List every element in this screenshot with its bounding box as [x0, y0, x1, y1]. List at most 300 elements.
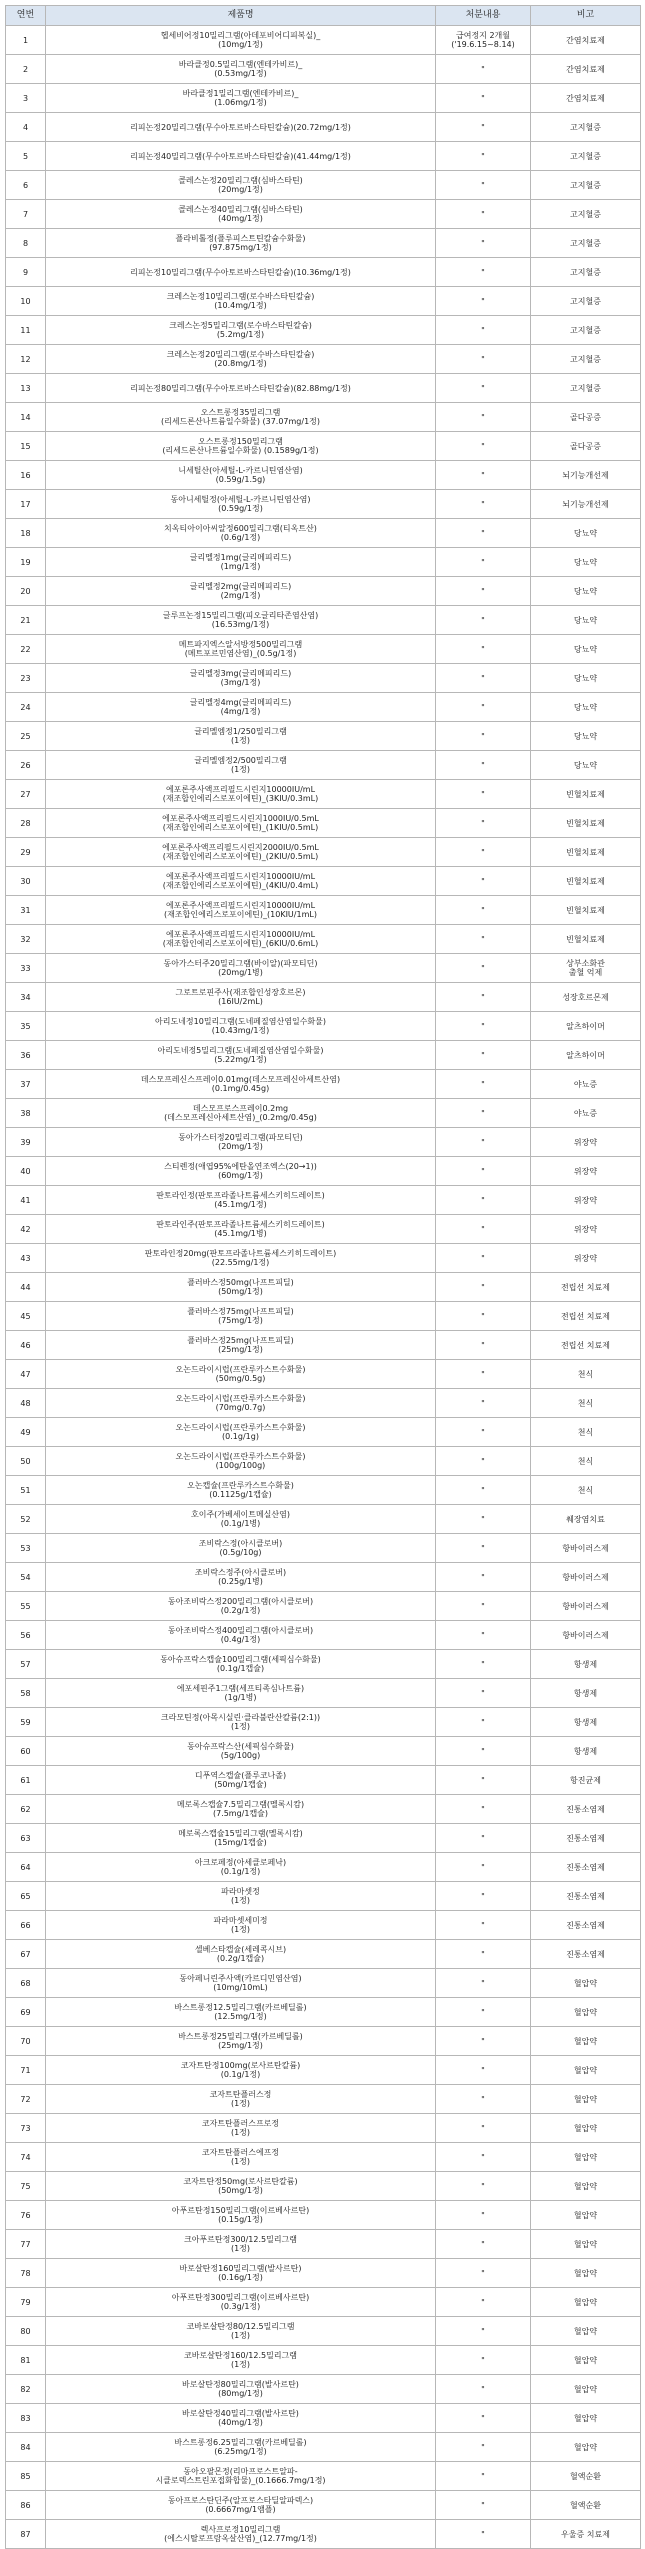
row-note: 우울증 치료제	[531, 2520, 641, 2549]
row-no: 37	[6, 1070, 46, 1099]
row-note: 혈압약	[531, 2085, 641, 2114]
row-action: "	[436, 1273, 531, 1302]
row-product: 동아조비락스정200밀리그램(아시클로버) (0.2g/1정)	[46, 1592, 436, 1621]
row-product: 글리멜정1mg(글리메피리드) (1mg/1정)	[46, 548, 436, 577]
row-product: 니세틸산(아세틸-L-카르니틴염산염) (0.59g/1.5g)	[46, 461, 436, 490]
row-no: 83	[6, 2404, 46, 2433]
row-action: "	[436, 2491, 531, 2520]
table-row	[6, 55, 641, 84]
table-row	[6, 200, 641, 229]
row-product: 코자트탄플러스정 (1정)	[46, 2085, 436, 2114]
row-product: 아리도네정5밀리그램(도네페질염산염일수화물) (5.22mg/1정)	[46, 1041, 436, 1070]
table-row	[6, 1766, 641, 1795]
row-no: 26	[6, 751, 46, 780]
row-no: 49	[6, 1418, 46, 1447]
header-no: 연번	[6, 6, 46, 26]
row-no: 68	[6, 1969, 46, 1998]
row-product: 콜레스논정20밀리그램(심바스타틴) (20mg/1정)	[46, 171, 436, 200]
row-no: 61	[6, 1766, 46, 1795]
row-note: 항생제	[531, 1708, 641, 1737]
row-no: 53	[6, 1534, 46, 1563]
table-row	[6, 2027, 641, 2056]
row-action: "	[436, 432, 531, 461]
row-product: 코자트탄정100mg(로사르탄칼륨) (0.1g/1정)	[46, 2056, 436, 2085]
row-action: "	[436, 693, 531, 722]
row-product: 판토라인정20mg(판토프라졸나트륨세스키히드레이트) (22.55mg/1정)	[46, 1244, 436, 1273]
table-row	[6, 258, 641, 287]
row-action: "	[436, 1505, 531, 1534]
table-row	[6, 2346, 641, 2375]
row-action: "	[436, 1070, 531, 1099]
row-no: 3	[6, 84, 46, 113]
row-product: 오스트롱정35밀리그램 (리세드론산나트륨일수화물) (37.07mg/1정)	[46, 403, 436, 432]
row-no: 43	[6, 1244, 46, 1273]
row-product: 글리멜엠정1/250밀리그램 (1정)	[46, 722, 436, 751]
row-note: 혈압약	[531, 2259, 641, 2288]
row-note: 간염치료제	[531, 55, 641, 84]
row-product: 에포세핀주1그램(세프티족심나트륨) (1g/1병)	[46, 1679, 436, 1708]
row-action: "	[436, 2172, 531, 2201]
row-no: 2	[6, 55, 46, 84]
row-action: "	[436, 490, 531, 519]
row-no: 7	[6, 200, 46, 229]
table-row	[6, 548, 641, 577]
row-no: 34	[6, 983, 46, 1012]
row-action: "	[436, 374, 531, 403]
table-row	[6, 577, 641, 606]
row-no: 87	[6, 2520, 46, 2549]
row-action: "	[436, 780, 531, 809]
row-note: 혈압약	[531, 2346, 641, 2375]
row-product: 렉사프로정10밀리그램 (에스시탈로프람옥살산염)_(12.77mg/1정)	[46, 2520, 436, 2549]
row-action: "	[436, 1534, 531, 1563]
table-row	[6, 896, 641, 925]
row-product: 글루프논정15밀리그램(피오글리타존염산염) (16.53mg/1정)	[46, 606, 436, 635]
table-row	[6, 606, 641, 635]
row-action: "	[436, 1998, 531, 2027]
row-product: 메로록스캡슐7.5밀리그램(멜록시캄) (7.5mg/1캡슐)	[46, 1795, 436, 1824]
row-product: 크아푸르탄정300/12.5밀리그램 (1정)	[46, 2230, 436, 2259]
row-action: "	[436, 838, 531, 867]
row-no: 65	[6, 1882, 46, 1911]
table-row	[6, 983, 641, 1012]
row-action: "	[436, 2375, 531, 2404]
row-note: 혈압약	[531, 1998, 641, 2027]
row-note: 천식	[531, 1447, 641, 1476]
row-action: "	[436, 142, 531, 171]
row-no: 31	[6, 896, 46, 925]
row-no: 76	[6, 2201, 46, 2230]
row-action: "	[436, 1621, 531, 1650]
table-row	[6, 1244, 641, 1273]
row-action: "	[436, 1418, 531, 1447]
row-no: 84	[6, 2433, 46, 2462]
row-no: 78	[6, 2259, 46, 2288]
table-row	[6, 1099, 641, 1128]
row-product: 오논드라이시럽(프란루카스트수화물) (0.1g/1g)	[46, 1418, 436, 1447]
row-note: 천식	[531, 1418, 641, 1447]
table-row	[6, 809, 641, 838]
row-no: 47	[6, 1360, 46, 1389]
row-note: 당뇨약	[531, 751, 641, 780]
row-no: 42	[6, 1215, 46, 1244]
row-product: 리피논정20밀리그램(무수아토르바스타틴칼슘)(20.72mg/1정)	[46, 113, 436, 142]
row-note: 당뇨약	[531, 519, 641, 548]
row-product: 리피논정80밀리그램(무수아토르바스타틴칼슘)(82.88mg/1정)	[46, 374, 436, 403]
row-note: 빈혈치료제	[531, 809, 641, 838]
table-row	[6, 229, 641, 258]
row-note: 위장약	[531, 1128, 641, 1157]
row-action: "	[436, 896, 531, 925]
row-product: 동아가스터정20밀리그램(파모티딘) (20mg/1정)	[46, 1128, 436, 1157]
table-row	[6, 432, 641, 461]
row-action: "	[436, 2288, 531, 2317]
row-no: 58	[6, 1679, 46, 1708]
row-action: "	[436, 403, 531, 432]
row-product: 동아오팔몬정(리마프로스트알파- 시클로덱스트린포접화합물)_(0.1666.7mg/1정)	[46, 2462, 436, 2491]
table-row	[6, 1940, 641, 1969]
row-no: 32	[6, 925, 46, 954]
row-no: 41	[6, 1186, 46, 1215]
row-no: 6	[6, 171, 46, 200]
row-product: 크레스논정5밀리그램(로수바스타틴칼슘) (5.2mg/1정)	[46, 316, 436, 345]
row-product: 플러바스정25mg(나프트피딜) (25mg/1정)	[46, 1331, 436, 1360]
row-product: 에포론주사액프리필드시린지10000IU/mL (재조합인에리스로포이에틴)_(3KIU/0.3mL)	[46, 780, 436, 809]
table-row	[6, 2375, 641, 2404]
row-note: 혈압약	[531, 2375, 641, 2404]
row-note: 위장약	[531, 1215, 641, 1244]
row-no: 16	[6, 461, 46, 490]
row-action: "	[436, 2230, 531, 2259]
row-action: "	[436, 1766, 531, 1795]
row-product: 동아조비락스정400밀리그램(아시클로버) (0.4g/1정)	[46, 1621, 436, 1650]
row-note: 골다공증	[531, 432, 641, 461]
row-no: 56	[6, 1621, 46, 1650]
row-no: 50	[6, 1447, 46, 1476]
row-note: 뇌기능개선제	[531, 461, 641, 490]
row-product: 호이주(가베세이트메실산염) (0.1g/1병)	[46, 1505, 436, 1534]
row-product: 오논캡슐(프란루카스트수화물) (0.1125g/1캡슐)	[46, 1476, 436, 1505]
table-row	[6, 1360, 641, 1389]
row-product: 동아슈프락스산(세픽심수화물) (5g/100g)	[46, 1737, 436, 1766]
row-product: 글리멜정4mg(글리메피리드) (4mg/1정)	[46, 693, 436, 722]
row-no: 75	[6, 2172, 46, 2201]
table-row	[6, 316, 641, 345]
row-note: 혈압약	[531, 2230, 641, 2259]
row-product: 디푸역스캡슐(플루코나졸) (50mg/1캡슐)	[46, 1766, 436, 1795]
table-row	[6, 2520, 641, 2549]
table-row	[6, 287, 641, 316]
table-row	[6, 1563, 641, 1592]
table-row	[6, 1505, 641, 1534]
row-product: 동아니세틸정(아세틸-L-카르니틴염산염) (0.59g/1정)	[46, 490, 436, 519]
row-no: 48	[6, 1389, 46, 1418]
row-product: 그로트로핀주사(재조합인성장호르몬) (16IU/2mL)	[46, 983, 436, 1012]
row-product: 에포론주사액프리필드시린지2000IU/0.5mL (재조합인에리스로포이에틴)_(2KIU/0.5mL)	[46, 838, 436, 867]
header-row	[6, 6, 641, 26]
row-note: 간염치료제	[531, 84, 641, 113]
table-row	[6, 1186, 641, 1215]
row-no: 54	[6, 1563, 46, 1592]
row-product: 글리멜정2mg(글리메피리드) (2mg/1정)	[46, 577, 436, 606]
row-no: 45	[6, 1302, 46, 1331]
row-no: 77	[6, 2230, 46, 2259]
row-action: "	[436, 809, 531, 838]
row-product: 오논드라이시럽(프란루카스트수화물) (50mg/0.5g)	[46, 1360, 436, 1389]
row-action: "	[436, 1795, 531, 1824]
table-row	[6, 2404, 641, 2433]
row-product: 오논드라이시럽(프란루카스트수화물) (70mg/0.7g)	[46, 1389, 436, 1418]
table-row	[6, 2143, 641, 2172]
table-row	[6, 1012, 641, 1041]
row-note: 혈압약	[531, 2317, 641, 2346]
row-product: 아크로페정(아세클로페낙) (0.1g/1정)	[46, 1853, 436, 1882]
row-action: "	[436, 2520, 531, 2549]
row-action: "	[436, 200, 531, 229]
table-row	[6, 2172, 641, 2201]
row-action: "	[436, 519, 531, 548]
row-action: "	[436, 229, 531, 258]
row-note: 천식	[531, 1476, 641, 1505]
row-action: "	[436, 1360, 531, 1389]
row-no: 46	[6, 1331, 46, 1360]
row-action: "	[436, 2085, 531, 2114]
row-action: "	[436, 2259, 531, 2288]
row-action: "	[436, 1099, 531, 1128]
row-product: 리피논정10밀리그램(무수아토르바스타틴칼슘)(10.36mg/1정)	[46, 258, 436, 287]
row-product: 크라모틴정(아목시실린·클라불란산칼륨(2:1)) (1정)	[46, 1708, 436, 1737]
row-product: 코자트탄플러스에프정 (1정)	[46, 2143, 436, 2172]
row-no: 8	[6, 229, 46, 258]
table-row	[6, 1389, 641, 1418]
row-action: "	[436, 1882, 531, 1911]
table-row	[6, 1708, 641, 1737]
row-note: 항바이러스제	[531, 1563, 641, 1592]
row-note: 위장약	[531, 1244, 641, 1273]
row-note: 항바이러스제	[531, 1621, 641, 1650]
row-action: "	[436, 113, 531, 142]
row-note: 혈압약	[531, 2288, 641, 2317]
row-action: "	[436, 1012, 531, 1041]
row-note: 진통소염제	[531, 1795, 641, 1824]
row-product: 아푸르탄정300밀리그램(이르베사르탄) (0.3g/1정)	[46, 2288, 436, 2317]
row-note: 고지혈증	[531, 200, 641, 229]
row-no: 59	[6, 1708, 46, 1737]
row-product: 데스모프레신스프레이0.01mg(데스모프레신아세트산염) (0.1mg/0.45g)	[46, 1070, 436, 1099]
row-no: 18	[6, 519, 46, 548]
row-note: 고지혈증	[531, 113, 641, 142]
row-note: 야뇨증	[531, 1099, 641, 1128]
table-row	[6, 1998, 641, 2027]
row-product: 바라클정0.5밀리그램(엔테카비르)_ (0.53mg/1정)	[46, 55, 436, 84]
row-product: 바스트롱정12.5밀리그램(카르베딜롤) (12.5mg/1정)	[46, 1998, 436, 2027]
row-no: 13	[6, 374, 46, 403]
row-note: 뇌기능개선제	[531, 490, 641, 519]
row-no: 66	[6, 1911, 46, 1940]
row-action: "	[436, 2114, 531, 2143]
table-row	[6, 2114, 641, 2143]
row-no: 23	[6, 664, 46, 693]
row-action: "	[436, 1911, 531, 1940]
row-no: 25	[6, 722, 46, 751]
row-no: 35	[6, 1012, 46, 1041]
row-product: 바스트롱정6.25밀리그램(카르베딜롤) (6.25mg/1정)	[46, 2433, 436, 2462]
row-action: "	[436, 1447, 531, 1476]
row-no: 82	[6, 2375, 46, 2404]
row-action: "	[436, 577, 531, 606]
row-no: 15	[6, 432, 46, 461]
row-no: 30	[6, 867, 46, 896]
row-note: 혈압약	[531, 2114, 641, 2143]
row-note: 야뇨증	[531, 1070, 641, 1099]
row-no: 52	[6, 1505, 46, 1534]
row-note: 항생제	[531, 1650, 641, 1679]
row-note: 고지혈증	[531, 142, 641, 171]
row-no: 20	[6, 577, 46, 606]
row-note: 항바이러스제	[531, 1592, 641, 1621]
row-action: "	[436, 258, 531, 287]
table-row	[6, 2491, 641, 2520]
row-note: 빈혈치료제	[531, 925, 641, 954]
table-row	[6, 1215, 641, 1244]
row-action: "	[436, 287, 531, 316]
row-product: 조비락스정주(아시클로버) (0.25g/1병)	[46, 1563, 436, 1592]
table-header	[6, 6, 641, 26]
header-action: 처분내용	[436, 6, 531, 26]
row-note: 당뇨약	[531, 606, 641, 635]
table-row	[6, 2433, 641, 2462]
row-no: 5	[6, 142, 46, 171]
row-note: 고지혈증	[531, 316, 641, 345]
row-action: "	[436, 1128, 531, 1157]
table-row	[6, 1302, 641, 1331]
row-action: "	[436, 2027, 531, 2056]
row-note: 빈혈치료제	[531, 896, 641, 925]
row-no: 39	[6, 1128, 46, 1157]
row-note: 당뇨약	[531, 722, 641, 751]
row-product: 오스트롱정150밀리그램 (리세드론산나트륨일수화물) (0.1589g/1정)	[46, 432, 436, 461]
row-product: 파라마셋정 (1정)	[46, 1882, 436, 1911]
row-no: 81	[6, 2346, 46, 2375]
table-row	[6, 838, 641, 867]
row-note: 빈혈치료제	[531, 780, 641, 809]
row-no: 63	[6, 1824, 46, 1853]
table-row	[6, 751, 641, 780]
row-product: 바스트롱정25밀리그램(카르베딜롤) (25mg/1정)	[46, 2027, 436, 2056]
row-action: "	[436, 635, 531, 664]
row-note: 혈압약	[531, 2027, 641, 2056]
row-action: "	[436, 1563, 531, 1592]
table-row	[6, 867, 641, 896]
row-note: 혈압약	[531, 1969, 641, 1998]
row-product: 코자트탄플러스프로정 (1정)	[46, 2114, 436, 2143]
row-action: "	[436, 1940, 531, 1969]
table-row	[6, 1041, 641, 1070]
row-action: "	[436, 1041, 531, 1070]
row-product: 데스모프로스프레이0.2mg (데스모프레신아세트산염)_(0.2mg/0.45g)	[46, 1099, 436, 1128]
row-action: "	[436, 1592, 531, 1621]
table-row	[6, 1128, 641, 1157]
row-product: 크레스논정20밀리그램(로수바스타틴칼슘) (20.8mg/1정)	[46, 345, 436, 374]
row-note: 상부소화관 출혈 억제	[531, 954, 641, 983]
table-row	[6, 925, 641, 954]
row-no: 29	[6, 838, 46, 867]
row-product: 바라클정1밀리그램(엔테카비르)_ (1.06mg/1정)	[46, 84, 436, 113]
table-row	[6, 1418, 641, 1447]
row-note: 고지혈증	[531, 287, 641, 316]
table-row	[6, 113, 641, 142]
row-note: 간염치료제	[531, 26, 641, 55]
row-action: "	[436, 1679, 531, 1708]
row-action: "	[436, 2462, 531, 2491]
row-note: 고지혈증	[531, 374, 641, 403]
row-action: "	[436, 2404, 531, 2433]
row-action: "	[436, 316, 531, 345]
row-action: "	[436, 664, 531, 693]
row-product: 콜레스논정40밀리그램(심바스타틴) (40mg/1정)	[46, 200, 436, 229]
row-no: 60	[6, 1737, 46, 1766]
row-note: 혈액순환	[531, 2462, 641, 2491]
table-row	[6, 1882, 641, 1911]
row-no: 64	[6, 1853, 46, 1882]
row-no: 62	[6, 1795, 46, 1824]
row-product: 코바로살탄정80/12.5밀리그램 (1정)	[46, 2317, 436, 2346]
row-note: 천식	[531, 1360, 641, 1389]
table-row	[6, 2085, 641, 2114]
row-action: "	[436, 2056, 531, 2085]
row-note: 고지혈증	[531, 229, 641, 258]
table-row	[6, 374, 641, 403]
row-no: 70	[6, 2027, 46, 2056]
row-no: 69	[6, 1998, 46, 2027]
table-row	[6, 519, 641, 548]
table-row	[6, 1853, 641, 1882]
table-row	[6, 1447, 641, 1476]
row-no: 19	[6, 548, 46, 577]
row-note: 혈압약	[531, 2201, 641, 2230]
row-product: 에포론주사액프리필드시린지10000IU/mL (재조합인에리스로포이에틴)_(6KIU/0.6mL)	[46, 925, 436, 954]
row-no: 74	[6, 2143, 46, 2172]
table-row	[6, 722, 641, 751]
row-product: 글리멜정3mg(글리메피리드) (3mg/1정)	[46, 664, 436, 693]
row-action: "	[436, 1186, 531, 1215]
row-action: "	[436, 1389, 531, 1418]
row-product: 스티렌정(애엽95%에탄올연조엑스(20→1)) (60mg/1정)	[46, 1157, 436, 1186]
row-no: 72	[6, 2085, 46, 2114]
table-row	[6, 1534, 641, 1563]
row-action: "	[436, 2201, 531, 2230]
header-product: 제품명	[46, 6, 436, 26]
row-product: 판토라인정(판토프라졸나트륨세스키히드레이트) (45.1mg/1정)	[46, 1186, 436, 1215]
row-note: 성장호르몬제	[531, 983, 641, 1012]
row-note: 빈혈치료제	[531, 838, 641, 867]
row-product: 바로살탄정160밀리그램(발사르탄) (0.16g/1정)	[46, 2259, 436, 2288]
row-no: 38	[6, 1099, 46, 1128]
table-row	[6, 1911, 641, 1940]
row-action: "	[436, 1969, 531, 1998]
row-product: 판토라인주(판토프라졸나트륨세스키히드레이트) (45.1mg/1병)	[46, 1215, 436, 1244]
row-product: 플라비톨정(플루피스트틴칼슘수화물) (97.875mg/1정)	[46, 229, 436, 258]
row-product: 메로록스캡슐15밀리그램(멜록시캄) (15mg/1캡슐)	[46, 1824, 436, 1853]
row-product: 동아슈프락스캡슐100밀리그램(세픽심수화물) (0.1g/1캡슐)	[46, 1650, 436, 1679]
table-row	[6, 1824, 641, 1853]
row-note: 진통소염제	[531, 1882, 641, 1911]
row-product: 헵세비어정10밀리그램(아데포비어디피복실)_ (10mg/1정)	[46, 26, 436, 55]
row-action: "	[436, 2346, 531, 2375]
row-no: 71	[6, 2056, 46, 2085]
table-row	[6, 2230, 641, 2259]
row-action: "	[436, 1824, 531, 1853]
